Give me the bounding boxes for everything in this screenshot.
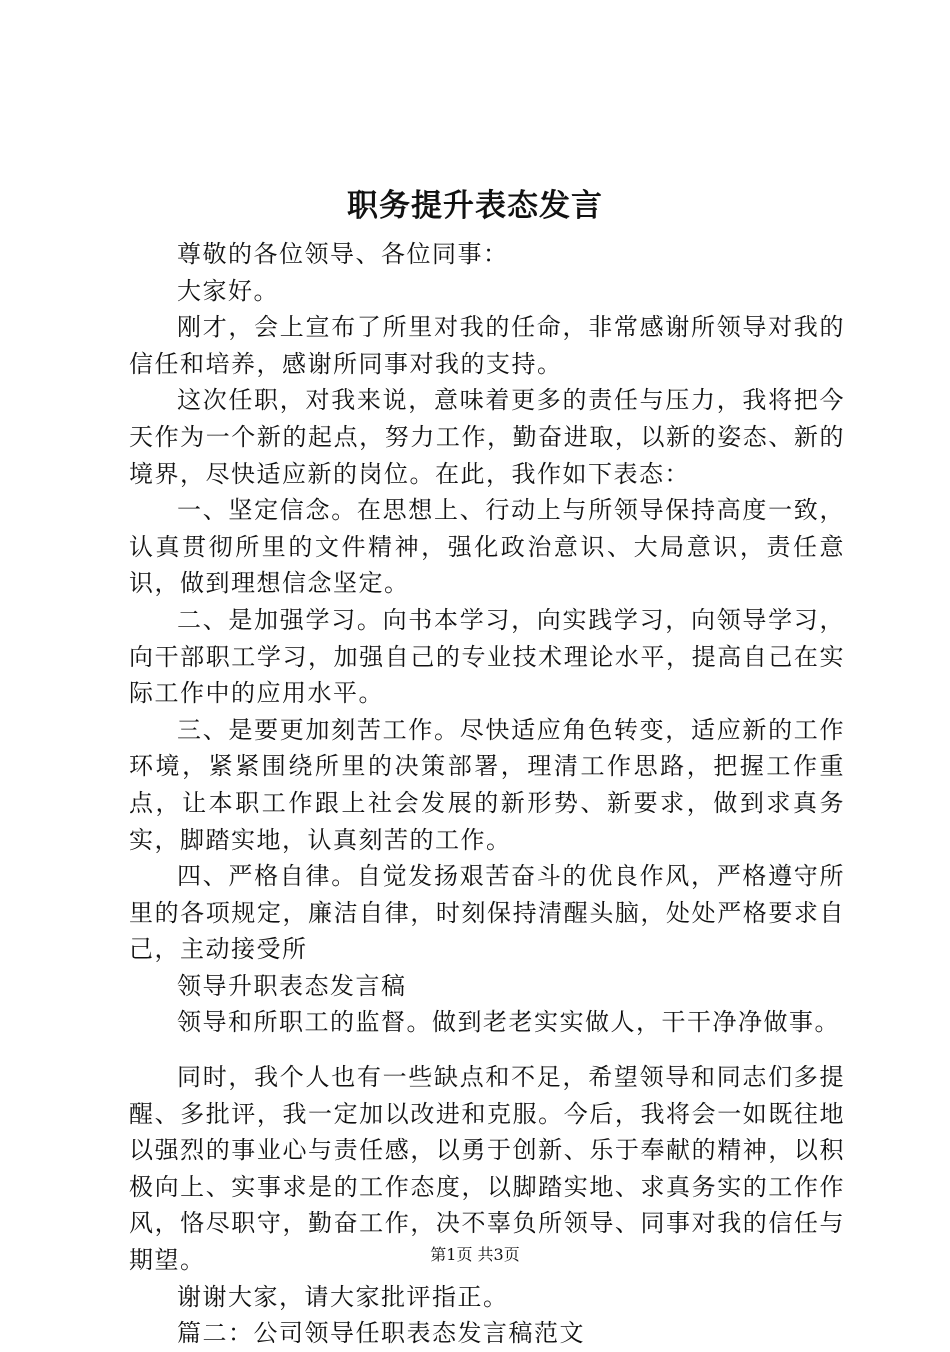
- greeting: 大家好。: [177, 276, 279, 305]
- document-title: 职务提升表态发言: [347, 188, 603, 224]
- salutation: 尊敬的各位领导、各位同事：: [177, 240, 509, 268]
- inserted-heading: 领导升职表态发言稿: [177, 971, 407, 1000]
- body-paragraph: 领导和所职工的监督。做到老老实实做人，干干净净做事。: [177, 1008, 840, 1037]
- document-body: [129, 236, 845, 1352]
- page-number: 第1页 共3页: [430, 1245, 520, 1264]
- pledge-item: 二、是加强学习。向书本学习，向实践学习，向领导学习，向干部职工学习，加强自己的专业技术理论水平，提高自己在实际工作中的应用水平。: [129, 605, 845, 708]
- pledge-item: 四、严格自律。自觉发扬艰苦奋斗的优良作风，严格遵守所里的各项规定，廉洁自律，时刻保持清醒头脑，处处严格要求自己，主动接受所: [129, 862, 845, 964]
- closing-line: 谢谢大家，请大家批评指正。: [177, 1282, 509, 1311]
- body-paragraph: 刚才，会上宣布了所里对我的任命，非常感谢所领导对我的信任和培养，感谢所同事对我的支持。: [129, 313, 845, 378]
- section-heading: 篇二：公司领导任职表态发言稿范文: [177, 1319, 585, 1348]
- body-paragraph: 同时，我个人也有一些缺点和不足，希望领导和同志们多提醒、多批评，我一定加以改进和克服。今后，我将会一如既往地以强烈的事业心与责任感，以勇于创新、乐于奉献的精神，以积极向上、实事求是的工作态度，以脚踏实地、求真务实的工作作风，恪尽职守，勤奋工作，决不辜负所领导、同事对我的信任与期望。: [129, 1063, 845, 1275]
- pledge-item: 一、坚定信念。在思想上、行动上与所领导保持高度一致，认真贯彻所里的文件精神，强化政治意识、大局意识，责任意识，做到理想信念坚定。: [129, 496, 845, 598]
- pledge-item: 三、是要更加刻苦工作。尽快适应角色转变，适应新的工作环境，紧紧围绕所里的决策部署，理清工作思路，把握工作重点，让本职工作跟上社会发展的新形势、新要求，做到求真务实，脚踏实地，认真刻苦的工作。: [129, 715, 845, 854]
- body-paragraph: 这次任职，对我来说，意味着更多的责任与压力，我将把今天作为一个新的起点，努力工作，勤奋进取，以新的姿态、新的境界，尽快适应新的岗位。在此，我作如下表态：: [129, 386, 845, 488]
